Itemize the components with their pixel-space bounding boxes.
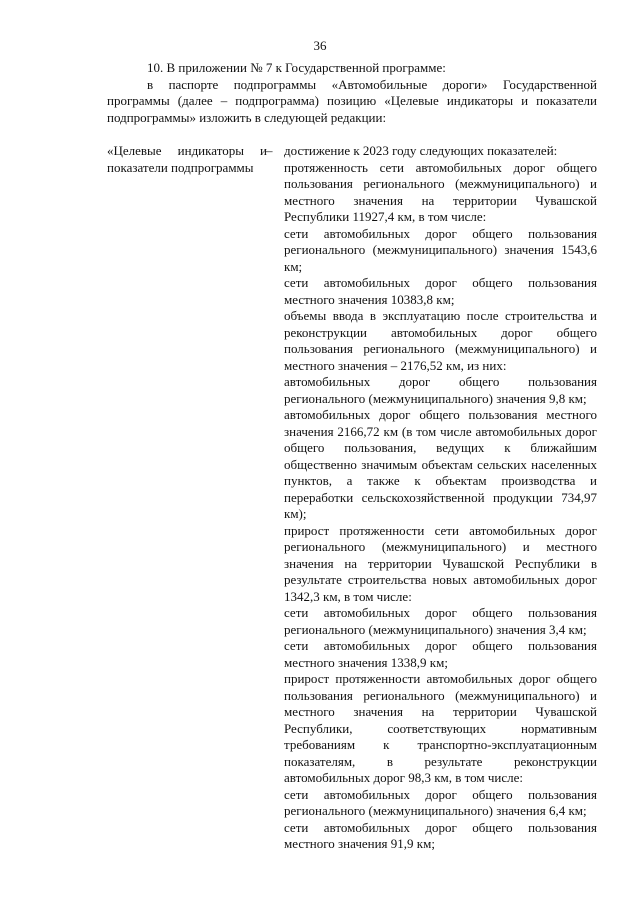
indicator-paragraph: протяженность сети автомобильных дорог общего пользования регионального (межмуниципального) и местного значения на территории Чувашской Республики 11927,4 км, в том числе: bbox=[284, 159, 597, 224]
indicator-paragraph: сети автомобильных дорог общего пользования регионального (межмуниципального) значения 3,4 км; bbox=[284, 605, 597, 637]
page-number: 36 bbox=[313, 38, 327, 53]
indicator-paragraph: сети автомобильных дорог общего пользования регионального (межмуниципального) значения 6,4 км; bbox=[284, 786, 597, 818]
indicator-values bbox=[284, 143, 597, 853]
indicator-paragraph: сети автомобильных дорог общего пользования местного значения 1338,9 км; bbox=[284, 638, 597, 670]
indicator-paragraph: сети автомобильных дорог общего пользования местного значения 10383,8 км; bbox=[284, 275, 597, 307]
indicator-paragraph: объемы ввода в эксплуатацию после строительства и реконструкции автомобильных дорог общего пользования регионального (межмуниципального) и местного значения – 2176,52 км, из них: bbox=[284, 308, 597, 373]
indicator-paragraph: автомобильных дорог общего пользования местного значения 2166,72 км (в том числе автомобильных дорог общего пользования, ведущих к ближайшим общественно значимым объектам сельских населенных пунктов, а также к объектам производства и переработки сельскохозяйственной продукции 734,97 км); bbox=[284, 407, 597, 521]
indicator-paragraph: сети автомобильных дорог общего пользования местного значения 91,9 км; bbox=[284, 819, 597, 851]
indicator-paragraph: достижение к 2023 году следующих показателей: bbox=[284, 143, 558, 158]
indicator-paragraph: сети автомобильных дорог общего пользования регионального (межмуниципального) значения 1543,6 км; bbox=[284, 225, 597, 274]
intro-section bbox=[107, 60, 597, 126]
indicator-label: «Целевые индикаторы и показатели подпрограммы bbox=[107, 143, 267, 175]
intro-instruction: в паспорте подпрограммы «Автомобильные дороги» Государственной программы (далее – подпрограмма) позицию «Целевые индикаторы и показатели подпрограммы» изложить в следующей редакции: bbox=[107, 76, 597, 125]
indicator-paragraph: автомобильных дорог общего пользования регионального (межмуниципального) значения 9,8 км; bbox=[284, 374, 597, 406]
intro-item-heading: 10. В приложении № 7 к Государственной программе: bbox=[147, 60, 446, 75]
indicator-paragraph: прирост протяженности автомобильных дорог общего пользования регионального (межмуниципального) и местного значения на территории Чувашской Республики, соответствующих нормативным требованиям к транспортно-эксплуатационным показателям, в результате реконструкции автомобильных дорог 98,3 км, в том числе: bbox=[284, 671, 597, 785]
separator-dash: – bbox=[266, 143, 273, 158]
indicator-paragraph: прирост протяженности сети автомобильных дорог регионального (межмуниципального) и местного значения на территории Чувашской Республики в результате строительства новых автомобильных дорог 1342,3 км, в том числе: bbox=[284, 522, 597, 604]
